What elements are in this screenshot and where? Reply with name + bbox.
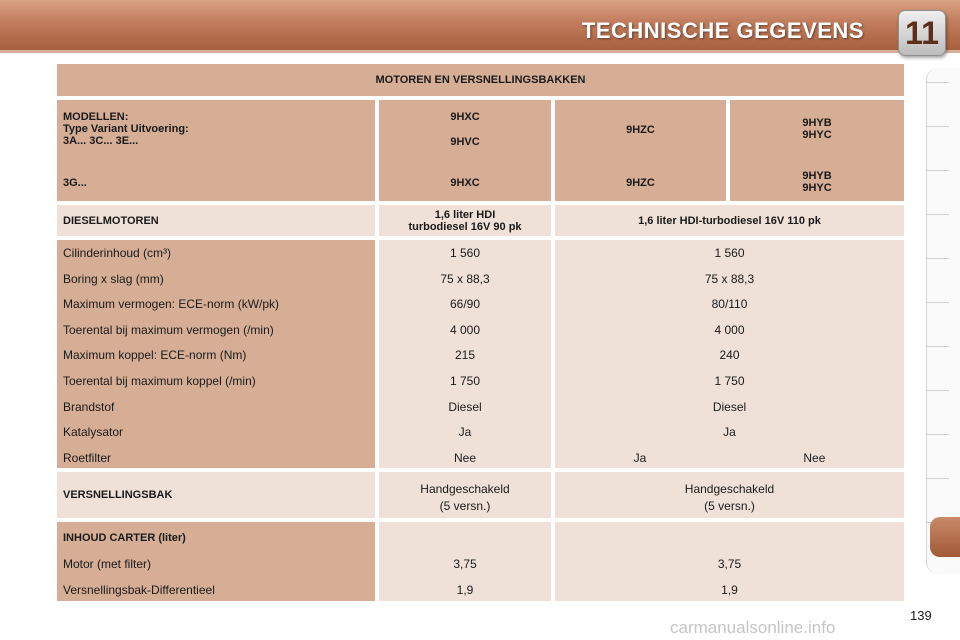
- side-tab[interactable]: [927, 258, 949, 259]
- spec-label: Boring x slag (mm): [63, 271, 164, 286]
- carter-labels: [57, 522, 375, 601]
- diesel-engine-section: [57, 205, 904, 236]
- carter-spacer: [379, 528, 551, 554]
- spec-value: 75 x 88,3: [440, 271, 490, 286]
- side-tab[interactable]: [927, 214, 949, 215]
- side-tab[interactable]: [927, 126, 949, 127]
- model-code: 9HXC: [450, 111, 480, 123]
- model-code: 9HYC: [802, 182, 832, 194]
- engine-1-line: 1,6 liter HDI: [434, 208, 496, 221]
- model-code: 9HVC: [450, 136, 480, 148]
- models-section: [57, 100, 904, 201]
- spec-value: 4 000: [714, 322, 745, 337]
- chapter-title: TECHNISCHE GEGEVENS: [581, 18, 864, 43]
- gearbox-line: Handgeschakeld: [684, 482, 775, 496]
- engine-2-heading: 1,6 liter HDI-turbodiesel 16V 110 pk: [555, 205, 904, 236]
- spec-value: 1 750: [714, 373, 745, 388]
- chapter-number: 11: [905, 15, 939, 51]
- spec-value: Nee: [803, 450, 826, 465]
- spec-value: Ja: [458, 425, 472, 440]
- models-label-line: 3A... 3C... 3E...: [63, 135, 139, 147]
- side-tab[interactable]: [927, 346, 949, 347]
- spec-label: Cilinderinhoud (cm³): [63, 246, 172, 260]
- gearbox-line: Handgeschakeld: [420, 482, 510, 496]
- spec-value: Nee: [453, 450, 476, 465]
- watermark: carmanualsonline.info: [670, 618, 836, 637]
- engine-1-line: turbodiesel 16V 90 pk: [408, 220, 522, 233]
- gearbox-value-engine-1: [379, 472, 551, 518]
- spec-value-split: [555, 448, 904, 474]
- spec-label: Maximum vermogen: ECE-norm (kW/pk): [63, 297, 280, 312]
- carter-section: [57, 522, 904, 601]
- model-col-3: [730, 100, 904, 201]
- spec-value: 240: [719, 348, 740, 363]
- side-tab-rail: [926, 68, 960, 574]
- spec-label: Toerental bij maximum vermogen (/min): [63, 322, 274, 337]
- carter-value: 3,75: [453, 557, 477, 571]
- spec-value: 66/90: [449, 297, 481, 312]
- model-col-2: [555, 100, 726, 201]
- spec-labels: [57, 240, 375, 468]
- carter-values-engine-2: [555, 522, 904, 601]
- spec-label: Roetfilter: [63, 450, 112, 465]
- table-title: MOTOREN EN VERSNELLINGSBAKKEN: [57, 64, 904, 96]
- gearbox-section: [57, 472, 904, 518]
- spec-label: Toerental bij maximum koppel (/min): [63, 373, 256, 388]
- models-label-3g: 3G...: [63, 177, 87, 189]
- chapter-badge: [898, 10, 946, 56]
- spec-value: 1 560: [714, 246, 745, 260]
- model-code: 9HXC: [450, 177, 480, 189]
- carter-label: Versnellingsbak-Differentieel: [63, 583, 215, 597]
- model-code: 9HZC: [626, 124, 655, 136]
- spec-label: Maximum koppel: ECE-norm (Nm): [63, 348, 247, 363]
- spec-value: 80/110: [711, 297, 748, 312]
- carter-values-engine-1: [379, 522, 551, 601]
- carter-value: 1,9: [721, 583, 738, 597]
- side-tab[interactable]: [927, 390, 949, 391]
- gearbox-line: (5 versn.): [704, 499, 755, 513]
- model-code: 9HYB: [802, 170, 832, 182]
- spec-value: Diesel: [712, 399, 747, 414]
- spec-values-engine-2: [555, 240, 904, 468]
- side-tab[interactable]: [927, 82, 949, 83]
- side-tab[interactable]: [927, 302, 949, 303]
- side-tab-active[interactable]: [930, 517, 960, 557]
- models-label-line: MODELLEN:: [63, 111, 129, 123]
- spec-value: 75 x 88,3: [704, 271, 755, 286]
- spec-value: Diesel: [448, 399, 482, 414]
- side-tab[interactable]: [927, 478, 949, 479]
- models-label-cell: [57, 100, 375, 201]
- model-code: 9HYB: [802, 117, 832, 129]
- gearbox-label: VERSNELLINGSBAK: [57, 472, 375, 518]
- spec-label: Katalysator: [63, 425, 124, 440]
- engine-specs-section: [57, 240, 904, 468]
- models-label-line: Type Variant Uitvoering:: [63, 123, 189, 135]
- side-tab[interactable]: [927, 170, 949, 171]
- engine-gearbox-table: [57, 64, 904, 601]
- diesel-label: DIESELMOTOREN: [57, 205, 375, 236]
- gearbox-value-engine-2: [555, 472, 904, 518]
- model-col-1: [379, 100, 551, 201]
- carter-heading: INHOUD CARTER (liter): [63, 532, 186, 544]
- carter-value: 1,9: [456, 583, 474, 597]
- header-strip: [0, 50, 960, 53]
- page-number: 139: [910, 608, 932, 623]
- carter-spacer: [555, 528, 904, 554]
- model-code: 9HYC: [802, 129, 832, 141]
- spec-value: 215: [454, 348, 476, 363]
- spec-value: 1 560: [449, 246, 481, 260]
- engine-1-heading: [379, 205, 551, 236]
- spec-value: 4 000: [449, 322, 481, 337]
- spec-label: Brandstof: [63, 399, 115, 414]
- spec-value: 1 750: [449, 373, 481, 388]
- spec-value: Ja: [723, 425, 736, 440]
- carter-value: 3,75: [717, 557, 742, 571]
- side-tab[interactable]: [927, 434, 949, 435]
- spec-value: Ja: [633, 450, 647, 465]
- carter-label: Motor (met filter): [63, 557, 152, 571]
- model-code: 9HZC: [626, 177, 655, 189]
- spec-values-engine-1: [379, 240, 551, 468]
- gearbox-line: (5 versn.): [439, 499, 491, 513]
